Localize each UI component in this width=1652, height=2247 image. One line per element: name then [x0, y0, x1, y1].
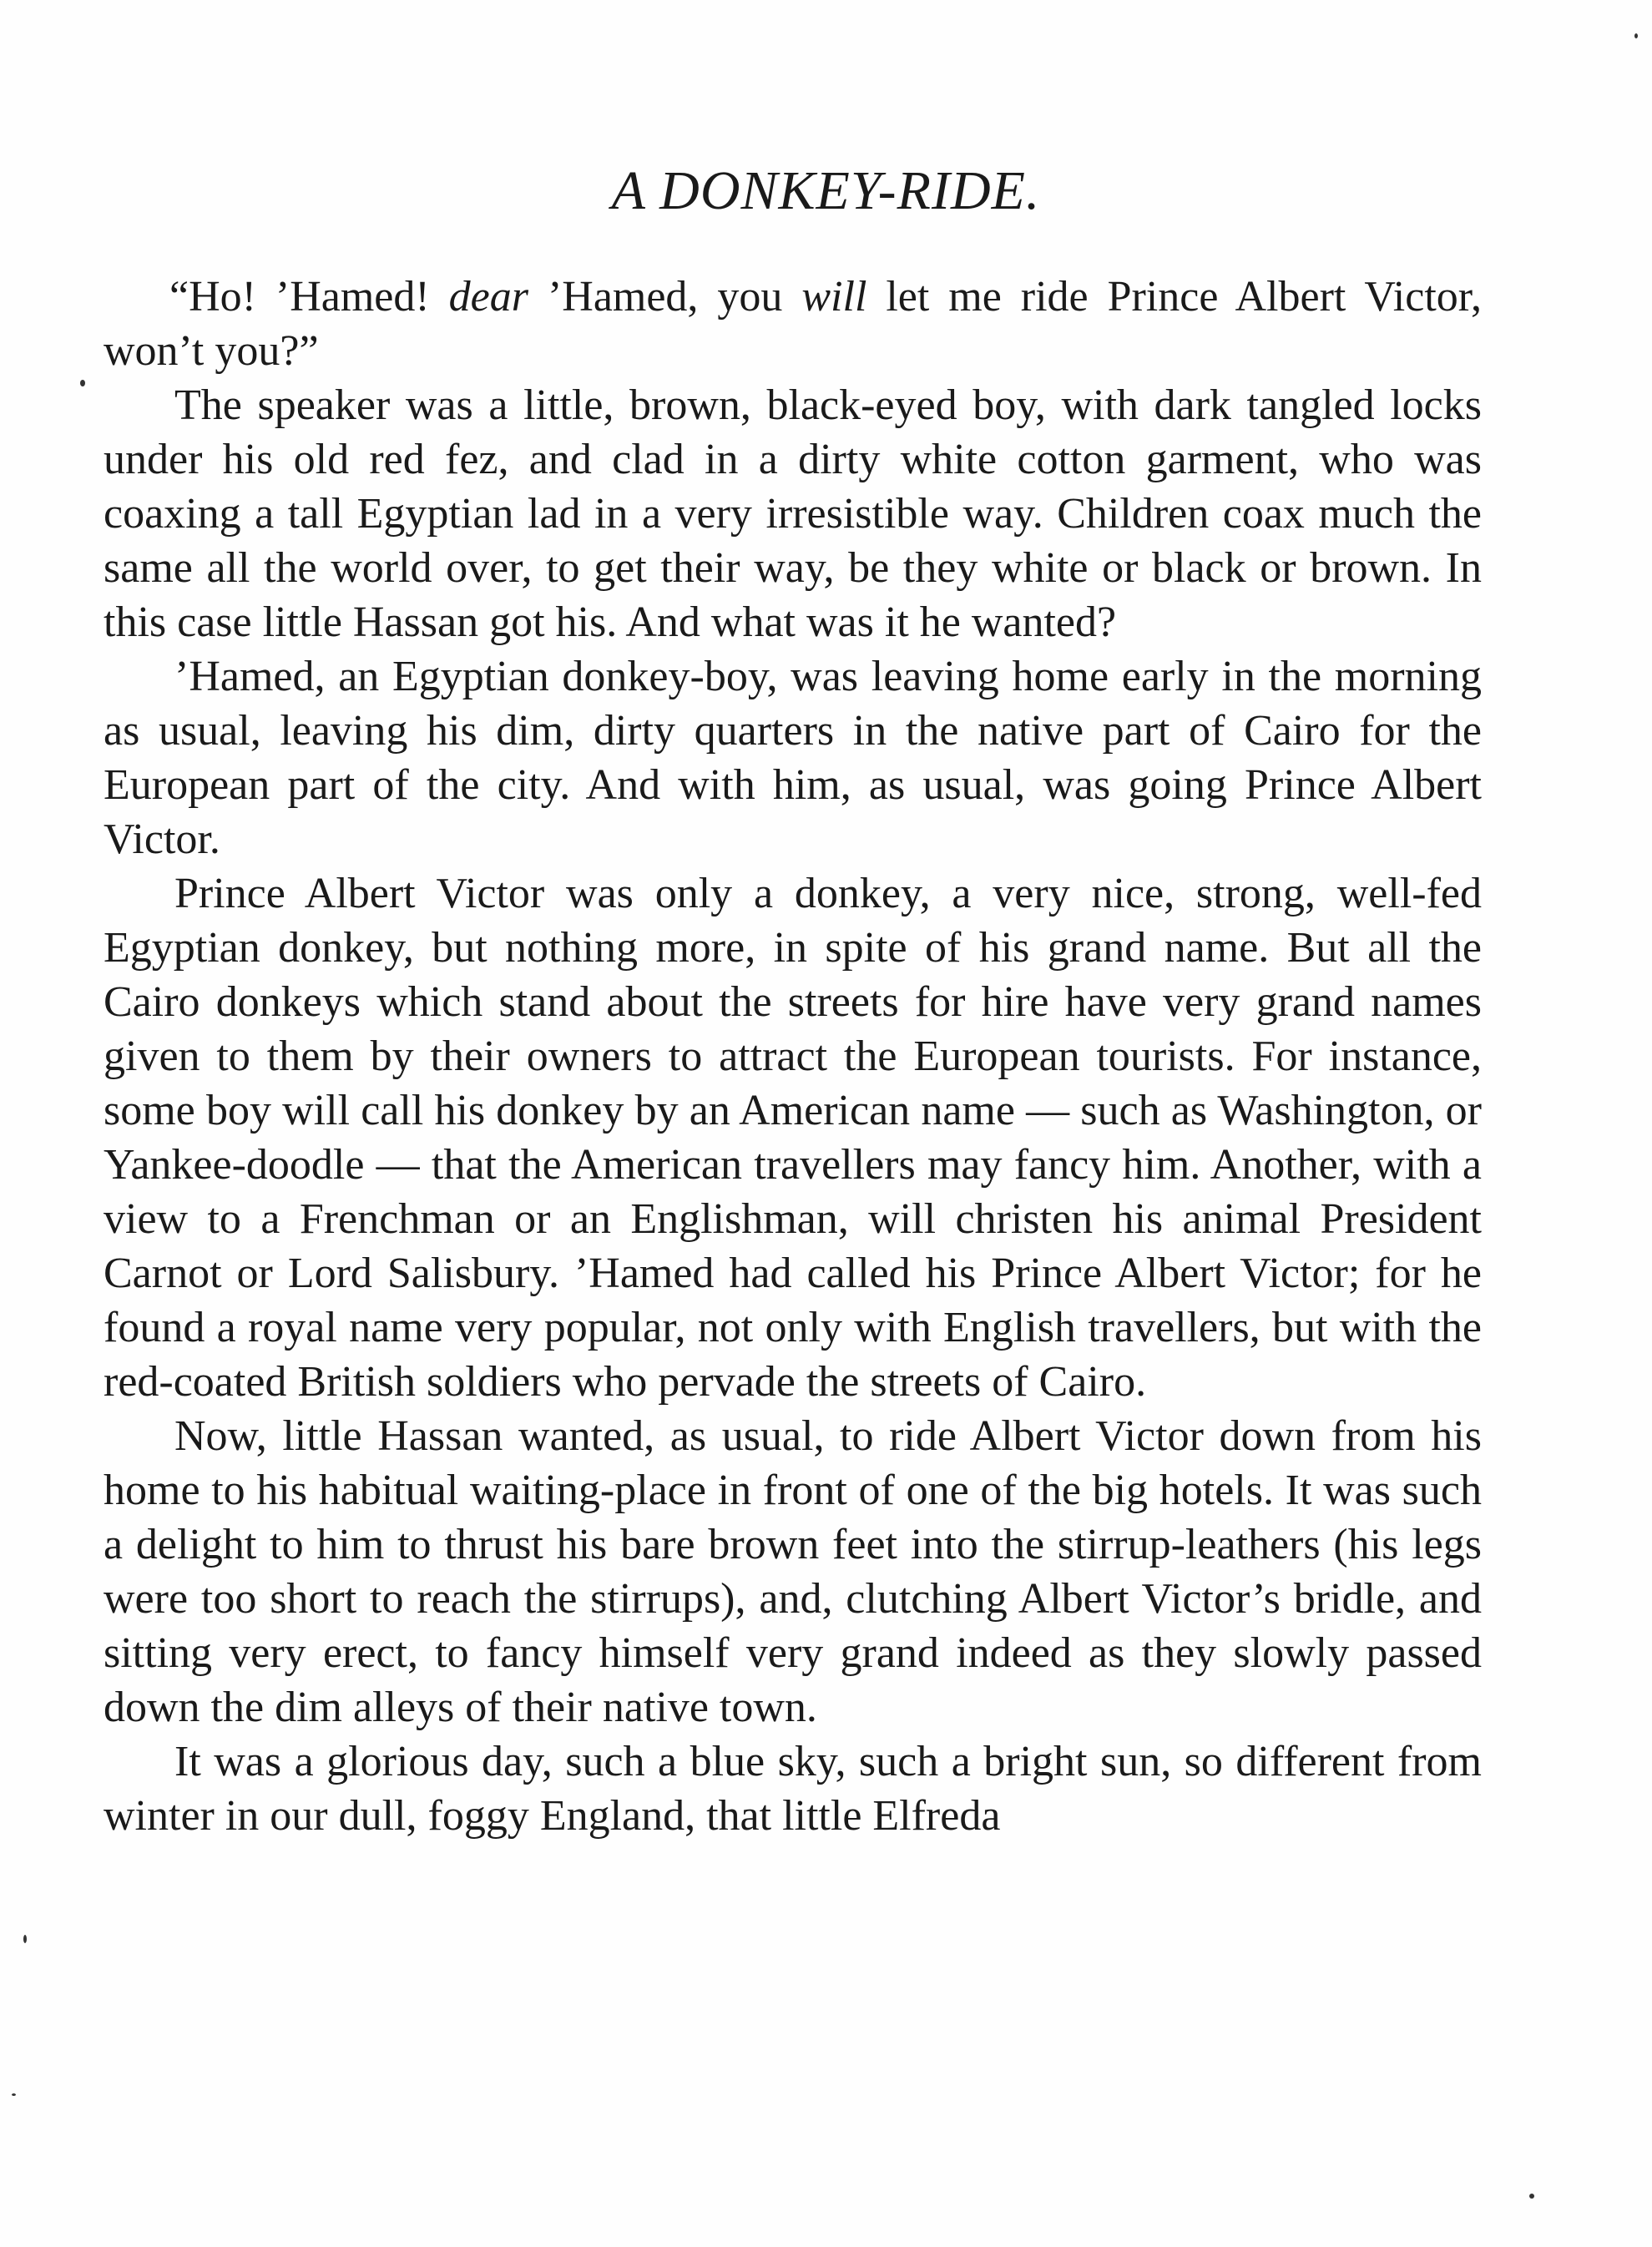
paragraph: The speaker was a little, brown, black-eyed boy, with dark tangled locks under his old red fez, and clad in a dirty white cotton garment, who was coaxing a tall Egyptian lad in a very irresistible way. Children coax much the same all the world over, to get their way, be they white or black or brown. In this case little Hassan got his. And what was it he wanted?: [104, 381, 1482, 646]
paragraph: It was a glorious day, such a blue sky, such a bright sun, so different from winter in our dull, foggy England, that little Elfreda: [104, 1738, 1482, 1840]
emphasis-dear: dear: [448, 273, 528, 321]
paragraph: ’Hamed, an Egyptian donkey-boy, was leaving home early in the morning as usual, leaving his dim, dirty quarters in the native part of Cairo for the European part of the city. And with him, as usual, was going Prince Albert Victor.: [104, 653, 1482, 863]
opening-part-3: let me ride Prince Albert Victor, won’t you?”: [104, 273, 1482, 375]
print-speck: [80, 380, 85, 386]
print-speck: [23, 1935, 27, 1943]
chapter-title: A DONKEY-RIDE.: [611, 160, 1041, 221]
opening-part-2: ’Hamed, you: [528, 273, 802, 321]
paragraph-opening: [104, 270, 1482, 378]
print-speck: [1634, 33, 1638, 38]
print-speck: [1529, 2194, 1534, 2199]
body-text: [104, 270, 1482, 1843]
opening-part-1: “Ho! ’Hamed!: [169, 273, 449, 321]
emphasis-will: will: [801, 273, 867, 321]
paragraph: Now, little Hassan wanted, as usual, to ride Albert Victor down from his home to his habitual waiting-place in front of one of the big hotels. It was such a delight to him to thrust his bare brown feet into the stirrup-leathers (his legs were too short to reach the stirrups), and, clutching Albert Victor’s bridle, and sitting very erect, to fancy himself very grand indeed as they slowly passed down the dim alleys of their native town.: [104, 1412, 1482, 1731]
print-speck: [12, 2093, 16, 2096]
paragraph: Prince Albert Victor was only a donkey, a very nice, strong, well-fed Egyptian donkey, but nothing more, in spite of his grand name. But all the Cairo donkeys which stand about the streets for hire have very grand names given to them by their owners to attract the European tourists. For instance, some boy will call his donkey by an American name — such as Washington, or Yankee-doodle — that the American travellers may fancy him. Another, with a view to a Frenchman or an Englishman, will christen his animal President Carnot or Lord Salisbury. ’Hamed had called his Prince Albert Victor; for he found a royal name very popular, not only with English travellers, but with the red-coated British soldiers who pervade the streets of Cairo.: [104, 870, 1482, 1406]
